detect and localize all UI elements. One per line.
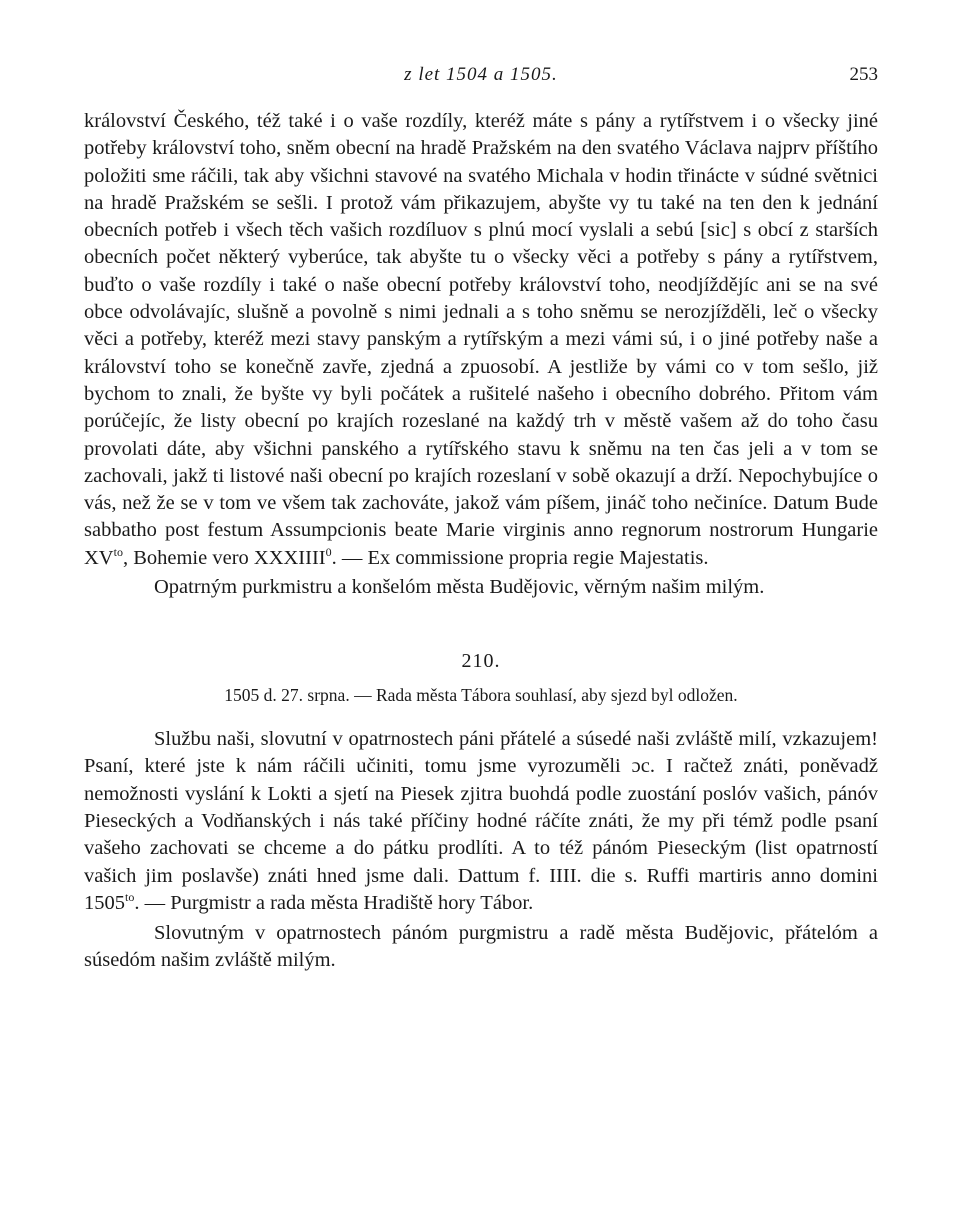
letter-210-body (84, 726, 878, 917)
superscript: to (113, 544, 123, 559)
letter-209-body-text-cont: , Bohemie vero XXXIIII (122, 546, 326, 569)
letter-210-body-text-end: . — Purgmistr a rada města Hradiště hory Tábor. (134, 891, 534, 914)
document-number: 210. (461, 650, 501, 673)
letter-210-body-text: Službu naši, slovutní v opatrnostech páni přátelé a súsedé naši zvláště milí, vzkazujem! Psaní, které jste k nám ráčili učiniti, tomu jsme vyrozuměli ɔc. I račtež znáti, poněvadž nemožnosti vyslání k Lokti a sjetí na Piesek zjitra buohdá podle zuostání poslóv vašich, pánóv Pieseckých a Vodňanských i nás také příčiny hodné ráčíte znáti, že my při témž podle psaní vašeho zachovati se chceme a do pátku prodlíti. A to též pánóm Pieseckým (list opatrností vašich jim poslavše) znáti hned jsme dali. Dattum f. IIII. die s. Ruffi martiris anno domini 1505 (84, 728, 878, 914)
letter-209-body-text: království Českého, též také i o vaše rozdíly, kteréž máte s pány a rytířstvem i o všecky jiné potřeby království toho, sněm obecní na hradě Pražském na den svatého Václava najprv příštího položiti sme ráčili, tak aby všichni stavové na svatého Michala v hodin třinácte v súdné světnici na hradě Pražském se sešli. I protož vám přikazujem, abyšte vy tu také na ten den k jednání obecních potřeb i všech těch vašich rozdíluov s plnú mocí vyslali a sebú [sic] s obcí z starších obecních počet některý vyberúce, tak abyšte tu o všecky věci a potřeby s pány a rytířstvem, buďto o vaše rozdíly i také o naše obecní potřeby království toho, neodjíždějíc ani se na své obce odvolávajíc, slušně a povolně s nimi jednali a s toho sněmu se nerozjížděli, leč o všecky věci a potřeby, kteréž mezi stavy panským a rytířským a mezi vámi sú, i o jiné potřeby naše a království toho se konečně zavře, zjedná a zpuosobí. A jestliže by vámi co v tom sešlo, již bychom to znali, že byšte vy byli počátek a rušitelé našeho i obecního dobrého. Přitom vám porúčejíc, že listy obecní po krajích rozeslané na každý trh v městě vašem až do toho času provolati dáte, aby všichni panského a rytířského stavu k sněmu na ten čas jeli a v tom se zachovali, jakž ti listové naši obecní po krajích rozeslaní v sobě okazují a drží. Nepochybujíce o vás, než že se v tom ve všem tak zachováte, jakož vám píšem, jináč toho nečiníce. Datum Bude sabbatho post festum Assumpcionis beate Marie virginis anno regnorum nostrorum Hungarie XV (84, 110, 878, 569)
letter-209-body-text-end: . — Ex commissione propria regie Majestatis. (331, 546, 709, 569)
regest: 1505 d. 27. srpna. — Rada města Tábora souhlasí, aby sjezd byl odložen. (224, 685, 738, 706)
superscript: to (125, 890, 135, 904)
letter-209-body (84, 108, 878, 572)
superscript: 0 (325, 544, 332, 559)
letter-209-address: Opatrným purkmistru a konšelóm města Budějovic, věrným našim milým. (154, 576, 765, 599)
page-number: 253 (849, 64, 878, 85)
running-header (84, 54, 878, 94)
document-page (84, 54, 878, 975)
running-title: z let 1504 a 1505. (404, 64, 558, 85)
letter-210-address: Slovutným v opatrnostech pánóm purgmistru a radě města Budějovic, přátelóm a súsedóm našim zvláště milým. (84, 922, 878, 972)
